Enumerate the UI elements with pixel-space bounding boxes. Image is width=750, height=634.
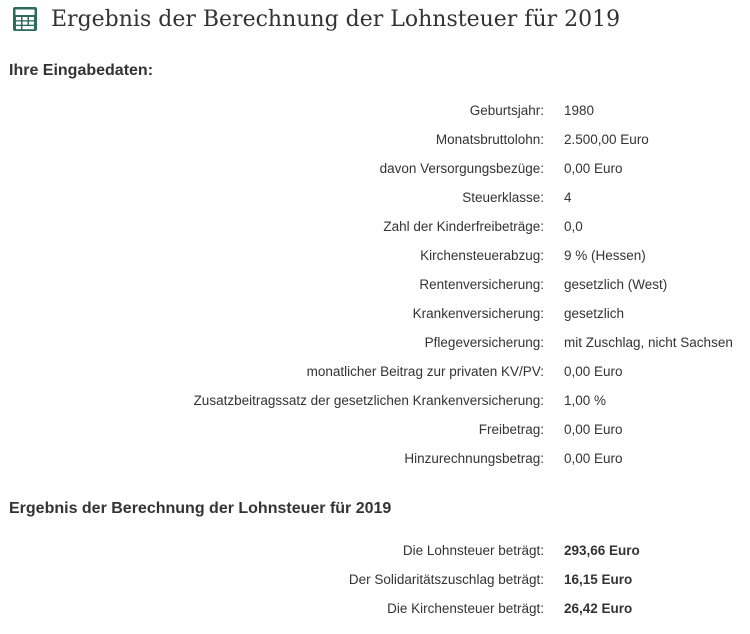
input-label: Steuerklasse:	[462, 190, 544, 205]
input-row-health-insurance	[0, 299, 750, 328]
input-row-pension-benefits	[0, 154, 750, 183]
input-label: Kirchensteuerabzug:	[420, 248, 544, 263]
input-value: mit Zuschlag, nicht Sachsen	[564, 335, 733, 350]
input-value: gesetzlich (West)	[564, 277, 668, 292]
input-row-addition-amount	[0, 444, 750, 473]
result-value: 16,15 Euro	[564, 572, 633, 587]
input-label: Zusatzbeitragssatz der gesetzlichen Krankenversicherung:	[193, 393, 544, 408]
input-label: Geburtsjahr:	[469, 103, 544, 118]
result-table	[0, 536, 750, 623]
input-value: 4	[564, 190, 572, 205]
page-title: Ergebnis der Berechnung der Lohnsteuer für 2019	[51, 6, 621, 32]
input-label: Freibetrag:	[478, 422, 544, 437]
input-label: Rentenversicherung:	[419, 277, 544, 292]
result-label: Der Solidaritätszuschlag beträgt:	[348, 572, 544, 587]
input-data-heading: Ihre Eingabedaten:	[9, 62, 154, 79]
input-label: Monatsbruttolohn:	[435, 132, 544, 147]
input-row-church-tax	[0, 241, 750, 270]
input-value: 0,00 Euro	[564, 451, 623, 466]
input-row-birth-year	[0, 96, 750, 125]
input-value: 9 % (Hessen)	[564, 248, 646, 263]
result-row-income-tax	[0, 536, 750, 565]
input-row-child-allowances	[0, 212, 750, 241]
result-row-church-tax	[0, 594, 750, 623]
input-value: 2.500,00 Euro	[564, 132, 649, 147]
input-row-pension-insurance	[0, 270, 750, 299]
input-value: 1,00 %	[564, 393, 607, 408]
result-label: Die Lohnsteuer beträgt:	[402, 543, 544, 558]
input-value: gesetzlich	[564, 306, 625, 321]
input-label: Krankenversicherung:	[412, 306, 544, 321]
page-header	[12, 6, 620, 32]
input-value: 1980	[564, 103, 595, 118]
result-label: Die Kirchensteuer beträgt:	[387, 601, 544, 616]
input-value: 0,0	[564, 219, 583, 234]
input-row-care-insurance	[0, 328, 750, 357]
result-heading: Ergebnis der Berechnung der Lohnsteuer für 2019	[9, 500, 392, 517]
input-label: davon Versorgungsbezüge:	[379, 161, 544, 176]
calculator-icon	[12, 6, 38, 32]
result-value: 293,66 Euro	[564, 543, 640, 558]
input-label: Zahl der Kinderfreibeträge:	[383, 219, 544, 234]
input-label: monatlicher Beitrag zur privaten KV/PV:	[306, 364, 544, 379]
input-label: Pflegeversicherung:	[424, 335, 544, 350]
input-row-gross-salary	[0, 125, 750, 154]
input-row-additional-contribution	[0, 386, 750, 415]
result-value: 26,42 Euro	[564, 601, 633, 616]
input-label: Hinzurechnungsbetrag:	[404, 451, 544, 466]
input-row-tax-class	[0, 183, 750, 212]
input-value: 0,00 Euro	[564, 364, 623, 379]
input-value: 0,00 Euro	[564, 422, 623, 437]
input-row-allowance	[0, 415, 750, 444]
input-data-table	[0, 96, 750, 473]
input-value: 0,00 Euro	[564, 161, 623, 176]
input-row-private-kv-pv	[0, 357, 750, 386]
result-row-solidarity-surcharge	[0, 565, 750, 594]
